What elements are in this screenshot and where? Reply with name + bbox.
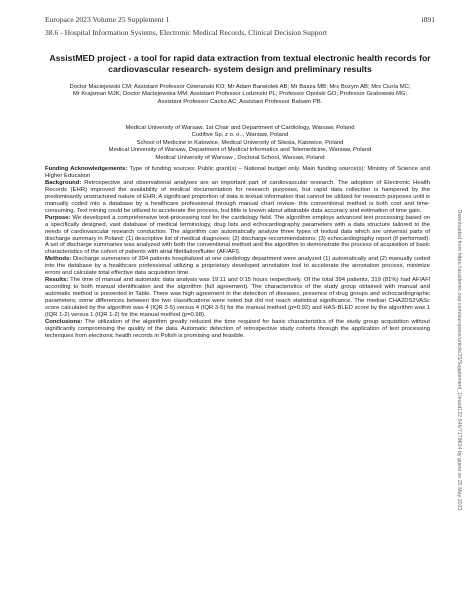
author-line: Doctor Maciejewski CM; Assistant Professor Ozieranski KO; Mr Adam Barwiolek AB; Mr Basza MB; Mrs Bozym AB; Mrs Ciurla MC; (69, 84, 411, 90)
section-label: Methods: (45, 256, 72, 263)
section-text: The time of manual and automatic data analysis was 19:11 and 0:15 hours respectively. Of the total 394 patients, 319 (81%) had AF/AFl according to both manual identification and the algorithm (full agreement). The characteristics of the study group obtained with manual and automatic method is presented in Table. There was high agreement in the detection of diseases, presence of drug groups and echocardiographic parameters; some differences between the two classifications were noted but did not reach statistical significance. The median CHA2DS2VASc score calculated by the algorithm was 4 (IQR 3-5) versus 4 (IQR 3-5) for the manual method (p=0.92) and HAS-BLED score by the algorithm was 1 (IQR 1-2) versus 1 (IQR 1-2) for the manual method (p=0.98). (45, 277, 430, 319)
author-list (45, 84, 435, 106)
affiliation-list (45, 125, 435, 162)
section-label: Background: (45, 179, 82, 186)
abstract-body (45, 166, 430, 340)
section-text: The utilization of the algorithm greatly reduced the time required for basic characteristics of the study group acquisition without significantly compromising the quality of the data. Automatic detection of retrospective study cohorts through the application of text processing techniques from electronic health records in Polish is promising and feasible. (45, 318, 430, 339)
section-label: Results: (45, 277, 69, 284)
section-label: Conclusions: (45, 318, 83, 325)
journal-name: Europace 2023 Volume 25 Supplement 1 (45, 15, 170, 24)
purpose-paragraph (45, 215, 430, 257)
background-paragraph (45, 180, 430, 215)
funding-paragraph (45, 166, 430, 180)
affiliation: School of Medicine in Katowice, Medical University of Silesia, Katowice, Poland (136, 139, 344, 146)
section-text: Type of funding sources: Public grant(s) – National budget only. Main funding source(s): Ministry of Science and Higher Education (45, 166, 430, 179)
section-text: We developed a comprehensive text-processing tool for the cardiology field. The algorithm employs advanced text processing based on a specifically designed, vast database of medical terminology, drug lists and echocardiography parameters with a data structure tailored to the needs of cardiovascular research conduction. The algorithm can automatically analyze three types of textual data which are universal parts of discharge summary in Poland: (1) descriptive list of medical diagnoses; (2) discharge recommendations; (3) echocardiography report (if performed). A set of discharge summaries was analyzed with both the conventional method and the algorithm to demonstrate the process of acquisition of basic characteristics of the cohort of patients with atrial fibrillation/flutter (AF/AFl). (45, 214, 430, 256)
section-label: Purpose: (45, 214, 71, 221)
section-text: Retrospective and observational analyses are an important part of cardiovascular research. The adoption of Electronic Health Records (EHR) improved the availability of medical documentation for research purposes, but rapid data collection is hampered by the predominantly unstructured nature of EHR. A significant proportion of data is textual information that cannot be utilized for research purposes until is manually coded into a database by a healthcare professional through manual chart review- this conventional method is both cost and time- consuming. Text mining could be utilized to accelerate the process, but little is known about attainable data accuracy and estimation of time gain. (45, 179, 430, 214)
section-heading: 38.6 - Hospital Information Systems, Electronic Medical Records, Clinical Decision Support (45, 28, 327, 37)
results-paragraph (45, 277, 430, 319)
affiliation: Medical University of Warsaw, Department of Medical Informatics and Telemedicine, Warsaw, Poland (108, 147, 372, 154)
page-number: i891 (421, 15, 435, 24)
affiliation: Codifive Sp. z o. o.., Warsaw, Poland (191, 132, 289, 139)
author-line: Mr Krajsman MJK; Doctor Maciejewska MM; Assistant Professor Lodzinski PL; Professor Opolski GO; Professor Grabowski MG; (72, 91, 408, 98)
section-label: Funding Acknowledgements: (45, 166, 128, 172)
section-text: Discharge summaries of 394 patients hospitalized at one cardiology department were analyzed (1) automatically and (2) manually coded into the database by a healthcare professional utilizing a proprietary developed annotation tool to accelerate the annotation process, minimize errors and calculate total effective data acquisition time. (45, 256, 430, 277)
conclusions-paragraph (45, 319, 430, 340)
watermark-text: Downloaded from https://academic.oup.com/europace/article/25/Supplement_1/euad122.546/7178624 by guest on 25 May 2023 (456, 209, 462, 511)
affiliation: Medical University of Warsaw , Doctoral School, Warsaw, Poland (155, 154, 325, 161)
affiliation: Medical University of Warsaw, 1st Chair and Department of Cardiology, Warsaw, Poland (125, 125, 355, 131)
download-watermark (453, 140, 465, 580)
author-line: Assistant Professor Cacko AC; Assistant Professor Balsam PB. (157, 98, 323, 105)
methods-paragraph (45, 256, 430, 277)
article-title: AssistMED project - a tool for rapid data extraction from textual electronic health records for cardiovascular research- system design and preliminary results (49, 53, 431, 74)
